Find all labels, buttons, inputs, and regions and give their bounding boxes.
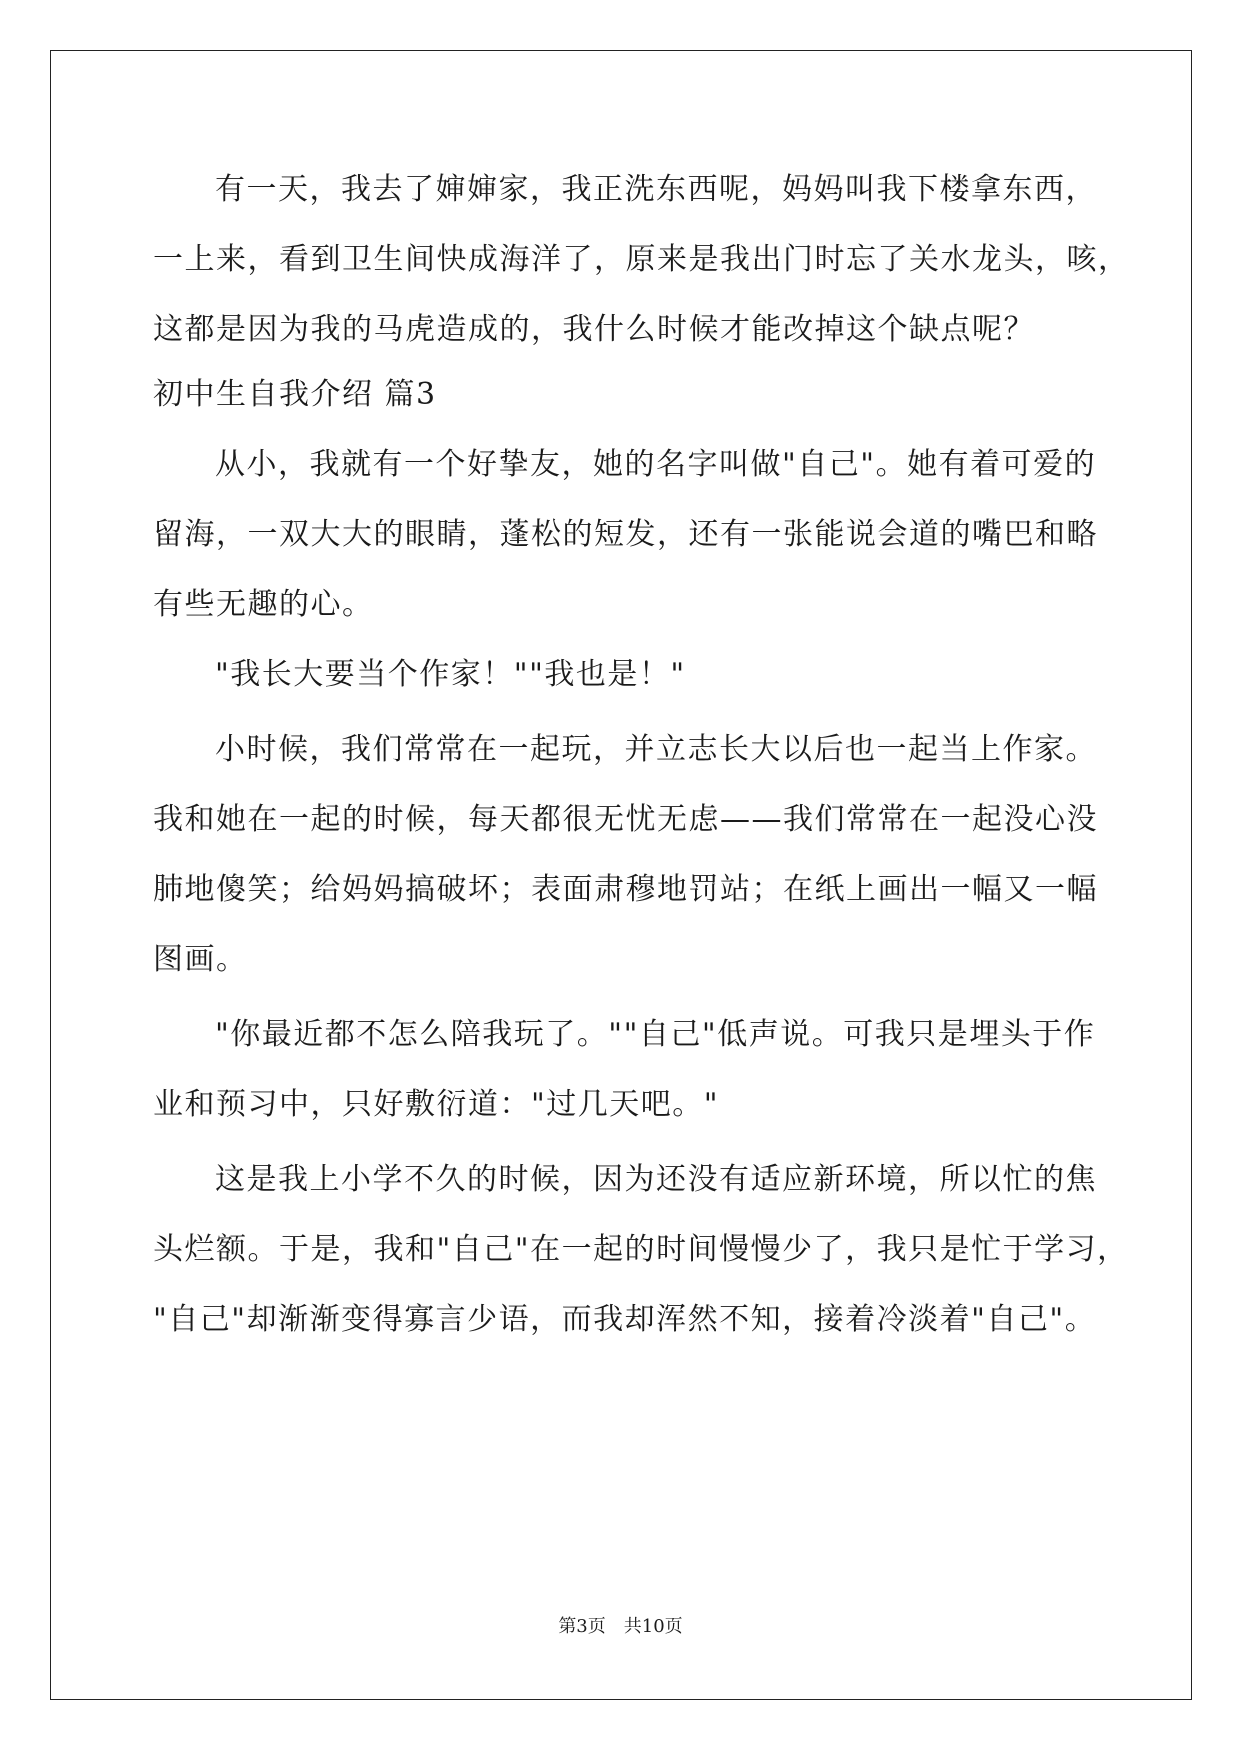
paragraph-line: 从小，我就有一个好挚友，她的名字叫做"自己"。她有着可爱的 bbox=[215, 447, 1097, 482]
paragraph-line: 一上来，看到卫生间快成海洋了，原来是我出门时忘了关水龙头，咳， bbox=[153, 242, 1130, 277]
paragraph-line: "自己"却渐渐变得寡言少语，而我却浑然不知，接着冷淡着"自己"。 bbox=[153, 1302, 1097, 1337]
section-heading: 初中生自我介绍 篇3 bbox=[153, 377, 437, 412]
paragraph-line: "你最近都不怎么陪我玩了。""自己"低声说。可我只是埋头于作 bbox=[215, 1017, 1096, 1052]
paragraph-line: 留海，一双大大的眼睛，蓬松的短发，还有一张能说会道的嘴巴和略 bbox=[153, 517, 1098, 552]
paragraph-line: 有一天，我去了婶婶家，我正洗东西呢，妈妈叫我下楼拿东西， bbox=[215, 172, 1097, 207]
paragraph-line: 这是我上小学不久的时候，因为还没有适应新环境，所以忙的焦 bbox=[215, 1162, 1097, 1197]
paragraph-line: 图画。 bbox=[153, 942, 248, 977]
paragraph-line: 小时候，我们常常在一起玩，并立志长大以后也一起当上作家。 bbox=[215, 732, 1097, 767]
paragraph-line: 头烂额。于是，我和"自己"在一起的时间慢慢少了，我只是忙于学习， bbox=[153, 1232, 1129, 1267]
paragraph-line: 我和她在一起的时候，每天都很无忧无虑——我们常常在一起没心没 bbox=[153, 802, 1098, 837]
paragraph-line: 有些无趣的心。 bbox=[153, 587, 374, 622]
paragraph-line: 这都是因为我的马虎造成的，我什么时候才能改掉这个缺点呢？ bbox=[153, 312, 1035, 347]
paragraph-line: 肺地傻笑；给妈妈搞破坏；表面肃穆地罚站；在纸上画出一幅又一幅 bbox=[153, 872, 1098, 907]
paragraph-line: 业和预习中，只好敷衍道："过几天吧。" bbox=[153, 1087, 720, 1122]
paragraph-line: "我长大要当个作家！""我也是！" bbox=[215, 657, 686, 692]
page-number-footer: 第3页 共10页 bbox=[558, 1616, 683, 1637]
